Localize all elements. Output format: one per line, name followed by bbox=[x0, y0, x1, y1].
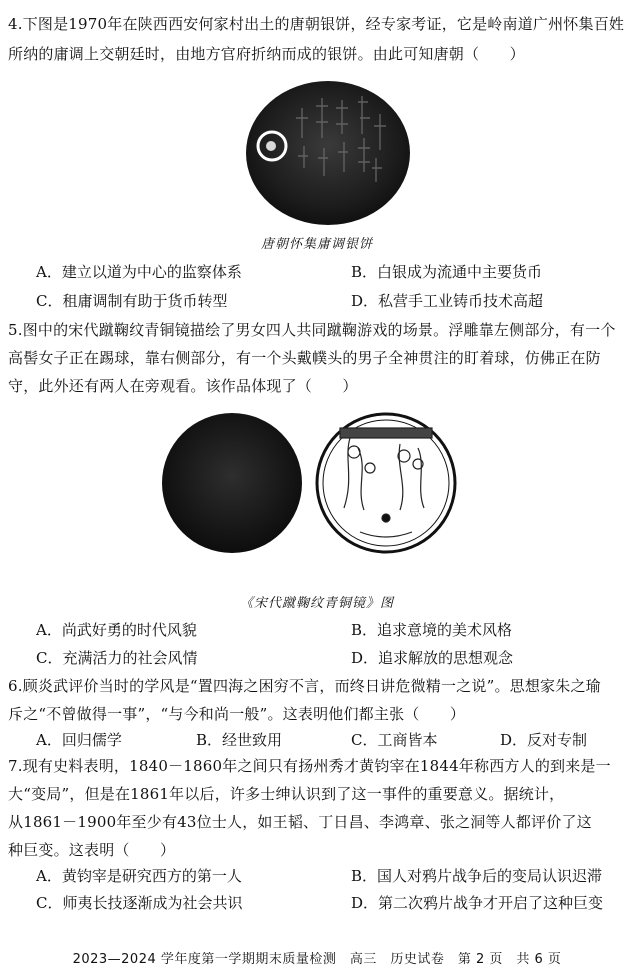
q6-option-d[interactable]: D．反对专制 bbox=[500, 731, 588, 749]
q4-option-c[interactable]: C．租庸调制有助于货币转型 bbox=[36, 292, 228, 310]
q6-option-b[interactable]: B．经世致用 bbox=[196, 731, 283, 749]
mirror-photo bbox=[162, 413, 302, 553]
q6-stem-line1: 6.顾炎武评价当时的学风是“置四海之困穷不言，而终日讲危微精一之说”。思想家朱之瑜 bbox=[8, 677, 601, 695]
q5-option-c[interactable]: C．充满活力的社会风情 bbox=[36, 649, 198, 667]
q5-stem-line1: 5.图中的宋代蹴鞠纹青铜镜描绘了男女四人共同蹴鞠游戏的场景。浮雕靠左侧部分，有一个 bbox=[8, 321, 616, 339]
q5-option-a[interactable]: A．尚武好勇的时代风貌 bbox=[36, 621, 197, 639]
q4-stem-line2: 所纳的庸调上交朝廷时，由地方官府折纳而成的银饼。由此可知唐朝（ ） bbox=[8, 45, 525, 63]
q7-option-b[interactable]: B．国人对鸦片战争后的变局认识迟滞 bbox=[351, 867, 603, 885]
q4-stem-line1: 4.下图是1970年在陕西西安何家村出土的唐朝银饼，经专家考证，它是岭南道广州怀集百姓 bbox=[8, 15, 625, 33]
q7-stem-line1: 7.现有史料表明，1840－1860年之间只有扬州秀才黄钧宰在1844年称西方人的到来是一 bbox=[8, 757, 611, 775]
q6-stem-line2: 斥之“不曾做得一事”，“与今和尚一般”。这表明他们都主张（ ） bbox=[8, 705, 466, 723]
q7-option-a[interactable]: A．黄钧宰是研究西方的第一人 bbox=[36, 867, 242, 885]
q4-figure-caption: 唐朝怀集庸调银饼 bbox=[260, 237, 373, 252]
q4-option-d[interactable]: D．私营手工业铸币技术高超 bbox=[351, 292, 544, 310]
q7-option-c[interactable]: C．师夷长技逐渐成为社会共识 bbox=[36, 894, 243, 912]
q7-stem-line2: 大“变局”，但是在1861年以后，许多士绅认识到了这一事件的重要意义。据统计， bbox=[8, 785, 565, 803]
q7-stem-line4: 种巨变。这表明（ ） bbox=[8, 841, 176, 859]
q5-option-d[interactable]: D．追求解放的思想观念 bbox=[351, 649, 514, 667]
q6-option-a[interactable]: A．回归儒学 bbox=[36, 731, 122, 749]
q7-option-d[interactable]: D．第二次鸦片战争才开启了这种巨变 bbox=[351, 894, 604, 912]
q4-option-a[interactable]: A．建立以道为中心的监察体系 bbox=[36, 263, 242, 281]
q5-figure-caption: 《宋代蹴鞠纹青铜镜》图 bbox=[239, 596, 394, 611]
q5-stem-line2: 高髻女子正在踢球，靠右侧部分，有一个头戴幞头的男子全神贯注的盯着球，仿佛正在防 bbox=[8, 349, 601, 367]
q5-stem-line3: 守，此外还有两人在旁观看。该作品体现了（ ） bbox=[8, 377, 358, 395]
bronze-mirror-image bbox=[160, 408, 460, 558]
page-footer: 2023—2024 学年度第一学期期末质量检测 高三 历史试卷 第 2 页 共 6 页 bbox=[72, 952, 562, 967]
q5-option-b[interactable]: B．追求意境的美术风格 bbox=[351, 621, 513, 639]
q7-stem-line3: 从1861－1900年至少有43位士人，如王韬、丁日昌、李鸿章、张之洞等人都评价了这 bbox=[8, 813, 592, 831]
q6-option-c[interactable]: C．工商皆本 bbox=[351, 731, 438, 749]
q4-option-b[interactable]: B．白银成为流通中主要货币 bbox=[351, 263, 543, 281]
silver-cake-image bbox=[244, 78, 412, 228]
